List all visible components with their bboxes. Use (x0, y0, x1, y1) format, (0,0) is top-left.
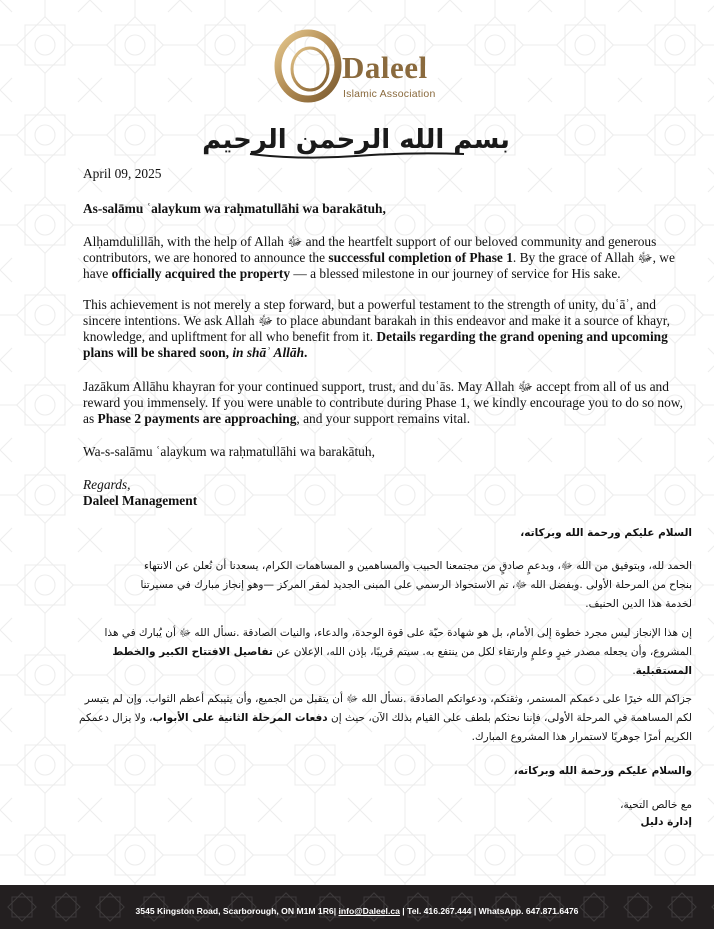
svg-text:بسم الله الرحمن الرحيم: بسم الله الرحمن الرحيم (202, 125, 510, 155)
footer-contact (0, 906, 714, 916)
logo-wordmark: Daleel (342, 50, 428, 85)
arabic-paragraph-1 (72, 557, 692, 614)
english-greeting: As-salāmu ʿalaykum wa raḥmatullāhi wa barakātuh, (83, 201, 386, 216)
letter-date: April 09, 2025 (83, 166, 162, 181)
footer-bar (0, 885, 714, 929)
english-paragraph-2: This achievement is not merely a step forward, but a powerful testament to the strength of unity, duʿāʾ, and sincere intentions. We ask Allah ﷻ to place abundant barakah in this endeavor and make it a source of khayr, knowledge, and upliftment for all who benefit from it. Details regarding the grand opening and upcoming plans will be shared soon, in shāʾ Allāh. (83, 297, 671, 360)
daleel-logo (270, 30, 450, 128)
english-paragraph-3: Jazākum Allāhu khayran for your continued support, trust, and duʿās. May Allah ﷻ accept from all of us and reward you immensely. If you were unable to contribute during Phase 1, we kindly encourage you to do so now, as Phase 2 payments are approaching, and your support remains vital. (83, 379, 683, 426)
arabic-greeting: السلام عليكم ورحمة الله وبركاته، (520, 527, 692, 539)
arabic-closing: والسلام عليكم ورحمة الله وبركاته، (513, 765, 692, 777)
english-regards: Regards, (83, 477, 131, 492)
arabic-regards: مع خالص التحية، (620, 799, 692, 811)
arabic-paragraph-1-line: الحمد لله، وبتوفيق من الله ﷻ، وبدعمٍ صادقٍ من مجتمعنا الحبيب والمساهمين و المساهمات الكرام، يسعدنا أن نُعلن عن الانتهاء (143, 560, 692, 572)
arabic-paragraph-1-line: لخدمة هذا الدين الحنيف. (585, 598, 692, 610)
logo-subtitle: Islamic Association (343, 88, 436, 100)
logo-ring-icon (270, 30, 342, 128)
english-paragraph-1: Alḥamdulillāh, with the help of Allah ﷻ and the heartfelt support of our beloved community and generous contributors, we are honored to announce the successful completion of Phase 1. By the grace of Allah ﷻ, we have officially acquired the property — a blessed milestone in our journey of service for His sake. (83, 234, 675, 281)
arabic-signature: إدارة دليل (640, 816, 692, 828)
footer-phone: | Tel. 416.267.444 | WhatsApp. 647.871.6476 (399, 906, 579, 916)
arabic-paragraph-3: جزاكم الله خيرًا على دعمكم المستمر، وثقتكم، ودعواتكم الصادقة .نسأل الله ﷻ أن يتقبل من الجميع، وأن يثيبكم أعظم الثواب. وإن لم يتيسر لكم المساهمة في المرحلة الأولى، فإننا نحثكم بلطف على القيام بذلك الآن، حيث إن دفعات المرحلة الثانية على الأبواب، ولا يزال دعمكم الكريم أمرًا جوهريًا لاستمرار هذا المشروع المبارك. (78, 693, 692, 743)
basmala-calligraphy (202, 116, 510, 162)
arabic-paragraph-1-line: بنجاح من المرحلة الأولى .وبفضل الله ﷻ، تم الاستحواذ الرسمي على المبنى الجديد لمقر المركز —وهو إنجاز مبارك في مسيرتنا (140, 579, 692, 591)
english-closing: Wa-s-salāmu ʿalaykum wa raḥmatullāhi wa barakātuh, (83, 444, 375, 459)
footer-address: 3545 Kingston Road, Scarborough, ON M1M 1R6| (135, 906, 337, 916)
arabic-paragraph-2: إن هذا الإنجاز ليس مجرد خطوة إلى الأمام، بل هو شهادة حيّة على قوة الوحدة، والدعاء، والنيات الصادقة .نسأل الله ﷻ أن يُبارك في هذا المشروع، وأن يجعله مصدر خيرٍ وعلمٍ وارتقاء لكل من ينتفع به. سيتم قريبًا، بإذن الله، الإعلان عن تفاصيل الافتتاح الكبير والخطط المستقبلية. (104, 627, 692, 677)
english-signature: Daleel Management (83, 493, 198, 508)
footer-email-link[interactable]: info@Daleel.ca (338, 906, 400, 916)
